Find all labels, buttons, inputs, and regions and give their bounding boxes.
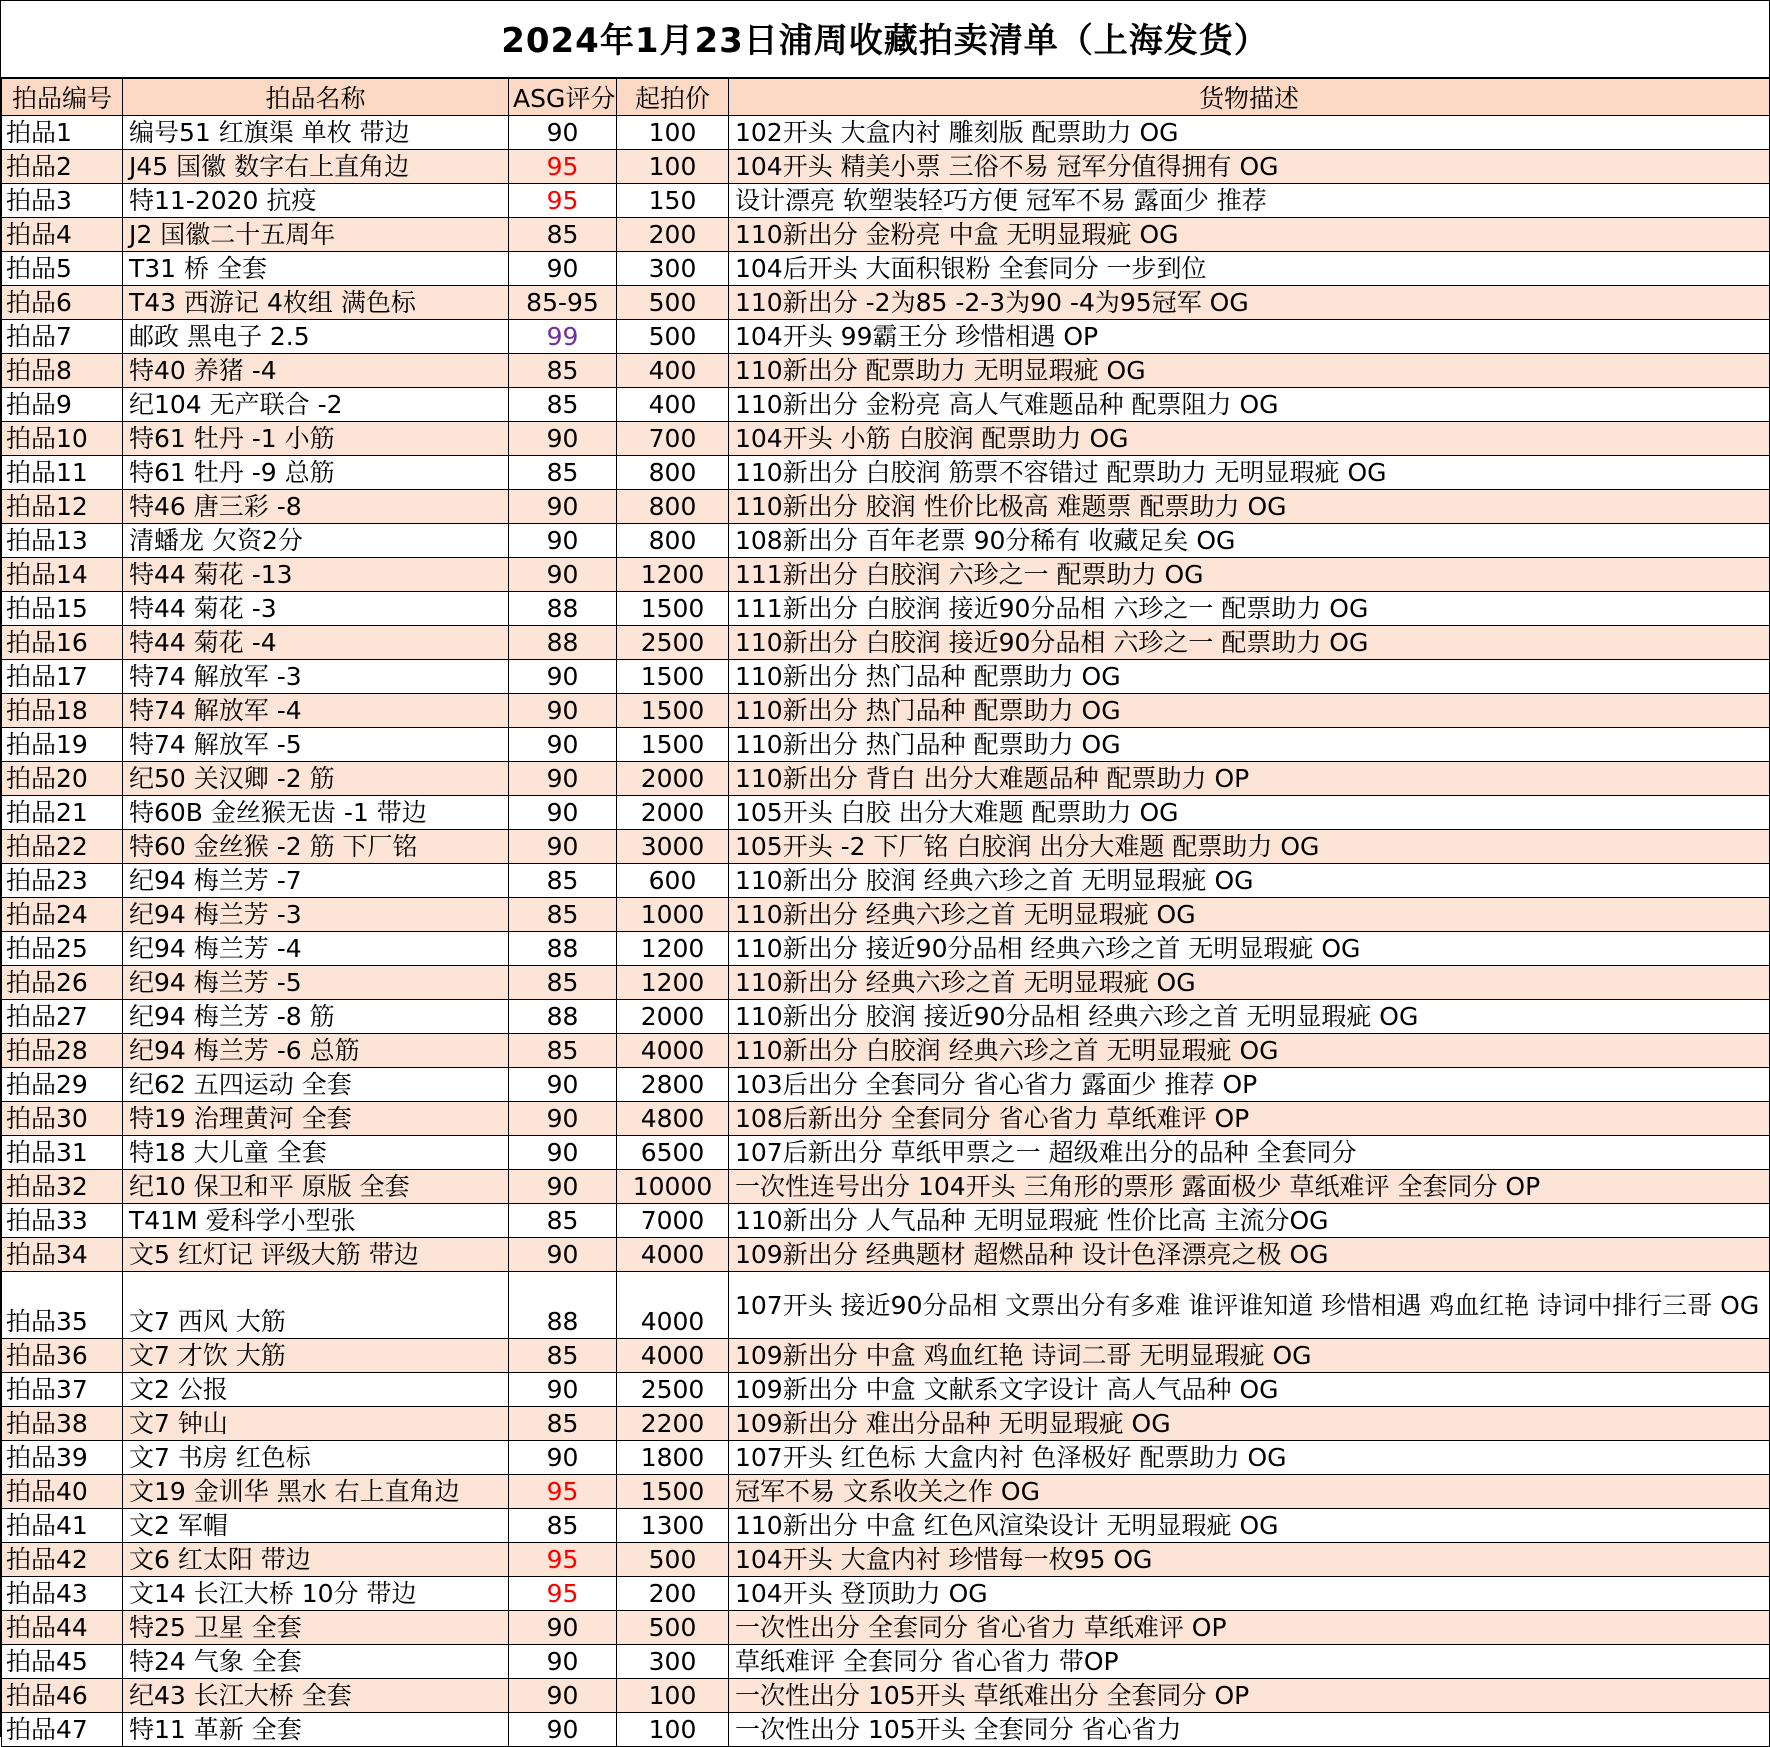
sheet-title: 2024年1月23日浦周收藏拍卖清单（上海发货） — [1, 1, 1769, 78]
cell-price: 1800 — [617, 1441, 729, 1475]
cell-id: 拍品37 — [2, 1373, 123, 1407]
cell-name: 文7 西风 大筋 — [123, 1272, 509, 1339]
cell-desc: 110新出分 白胶润 经典六珍之首 无明显瑕疵 OG — [729, 1034, 1770, 1068]
cell-price: 500 — [617, 286, 729, 320]
cell-desc: 110新出分 金粉亮 高人气难题品种 配票阻力 OG — [729, 388, 1770, 422]
cell-id: 拍品26 — [2, 966, 123, 1000]
cell-desc: 110新出分 胶润 性价比极高 难题票 配票助力 OG — [729, 490, 1770, 524]
cell-price: 500 — [617, 1543, 729, 1577]
cell-name: 特44 菊花 -4 — [123, 626, 509, 660]
cell-id: 拍品46 — [2, 1679, 123, 1713]
cell-price: 1300 — [617, 1509, 729, 1543]
cell-name: 文14 长江大桥 10分 带边 — [123, 1577, 509, 1611]
cell-desc: 110新出分 背白 出分大难题品种 配票助力 OP — [729, 762, 1770, 796]
header-row — [2, 79, 1770, 116]
cell-price: 1200 — [617, 966, 729, 1000]
cell-id: 拍品32 — [2, 1170, 123, 1204]
cell-name: 纪94 梅兰芳 -4 — [123, 932, 509, 966]
cell-id: 拍品41 — [2, 1509, 123, 1543]
cell-price: 1500 — [617, 660, 729, 694]
cell-price: 700 — [617, 422, 729, 456]
cell-desc: 108后新出分 全套同分 省心省力 草纸难评 OP — [729, 1102, 1770, 1136]
cell-name: 文6 红太阳 带边 — [123, 1543, 509, 1577]
table-row — [2, 1713, 1770, 1747]
cell-price: 1200 — [617, 558, 729, 592]
cell-price: 3000 — [617, 830, 729, 864]
cell-score: 95 — [509, 1577, 617, 1611]
table-row — [2, 1204, 1770, 1238]
table-row — [2, 150, 1770, 184]
cell-id: 拍品11 — [2, 456, 123, 490]
cell-score: 90 — [509, 1713, 617, 1747]
cell-name: 纪94 梅兰芳 -8 筋 — [123, 1000, 509, 1034]
cell-name: 邮政 黑电子 2.5 — [123, 320, 509, 354]
cell-id: 拍品44 — [2, 1611, 123, 1645]
header-id: 拍品编号 — [2, 79, 123, 116]
table-row — [2, 1441, 1770, 1475]
cell-price: 4800 — [617, 1102, 729, 1136]
cell-score: 90 — [509, 116, 617, 150]
cell-name: 特24 气象 全套 — [123, 1645, 509, 1679]
cell-price: 2000 — [617, 762, 729, 796]
cell-score: 85 — [509, 354, 617, 388]
cell-score: 90 — [509, 694, 617, 728]
cell-desc: 110新出分 白胶润 接近90分品相 六珍之一 配票助力 OG — [729, 626, 1770, 660]
cell-score: 90 — [509, 1170, 617, 1204]
cell-score: 85 — [509, 1509, 617, 1543]
cell-desc: 111新出分 白胶润 接近90分品相 六珍之一 配票助力 OG — [729, 592, 1770, 626]
cell-id: 拍品24 — [2, 898, 123, 932]
cell-id: 拍品22 — [2, 830, 123, 864]
cell-score: 85 — [509, 1204, 617, 1238]
cell-name: 特74 解放军 -4 — [123, 694, 509, 728]
cell-name: 特61 牡丹 -9 总筋 — [123, 456, 509, 490]
cell-score: 95 — [509, 184, 617, 218]
cell-id: 拍品29 — [2, 1068, 123, 1102]
table-row — [2, 1509, 1770, 1543]
table-row — [2, 1543, 1770, 1577]
cell-name: 纪94 梅兰芳 -5 — [123, 966, 509, 1000]
cell-price: 7000 — [617, 1204, 729, 1238]
cell-score: 85-95 — [509, 286, 617, 320]
cell-price: 400 — [617, 388, 729, 422]
cell-id: 拍品33 — [2, 1204, 123, 1238]
cell-name: 纪50 关汉卿 -2 筋 — [123, 762, 509, 796]
cell-id: 拍品4 — [2, 218, 123, 252]
table-row — [2, 354, 1770, 388]
cell-price: 100 — [617, 1679, 729, 1713]
table-row — [2, 1611, 1770, 1645]
cell-desc: 109新出分 难出分品种 无明显瑕疵 OG — [729, 1407, 1770, 1441]
cell-score: 90 — [509, 796, 617, 830]
header-desc: 货物描述 — [729, 79, 1770, 116]
cell-id: 拍品2 — [2, 150, 123, 184]
cell-name: 纪94 梅兰芳 -7 — [123, 864, 509, 898]
table-row — [2, 218, 1770, 252]
cell-name: 纪94 梅兰芳 -3 — [123, 898, 509, 932]
cell-name: 特46 唐三彩 -8 — [123, 490, 509, 524]
cell-desc: 104开头 登顶助力 OG — [729, 1577, 1770, 1611]
cell-name: 特25 卫星 全套 — [123, 1611, 509, 1645]
table-row — [2, 1034, 1770, 1068]
cell-id: 拍品15 — [2, 592, 123, 626]
cell-name: J45 国徽 数字右上直角边 — [123, 150, 509, 184]
cell-desc: 110新出分 胶润 经典六珍之首 无明显瑕疵 OG — [729, 864, 1770, 898]
cell-name: 清蟠龙 欠资2分 — [123, 524, 509, 558]
cell-name: 文5 红灯记 评级大筋 带边 — [123, 1238, 509, 1272]
table-row — [2, 320, 1770, 354]
table-row — [2, 898, 1770, 932]
cell-score: 88 — [509, 1272, 617, 1339]
cell-price: 400 — [617, 354, 729, 388]
cell-id: 拍品36 — [2, 1339, 123, 1373]
cell-price: 800 — [617, 456, 729, 490]
cell-score: 90 — [509, 1679, 617, 1713]
cell-score: 90 — [509, 1238, 617, 1272]
cell-name: 纪10 保卫和平 原版 全套 — [123, 1170, 509, 1204]
cell-id: 拍品23 — [2, 864, 123, 898]
table-row — [2, 1679, 1770, 1713]
cell-id: 拍品20 — [2, 762, 123, 796]
cell-price: 4000 — [617, 1238, 729, 1272]
cell-id: 拍品30 — [2, 1102, 123, 1136]
header-price: 起拍价 — [617, 79, 729, 116]
cell-price: 100 — [617, 1713, 729, 1747]
table-row — [2, 1136, 1770, 1170]
cell-id: 拍品1 — [2, 116, 123, 150]
cell-id: 拍品13 — [2, 524, 123, 558]
table-row — [2, 184, 1770, 218]
table-row — [2, 456, 1770, 490]
cell-name: 文7 才饮 大筋 — [123, 1339, 509, 1373]
cell-price: 10000 — [617, 1170, 729, 1204]
cell-desc: 一次性出分 105开头 草纸难出分 全套同分 OP — [729, 1679, 1770, 1713]
cell-score: 90 — [509, 660, 617, 694]
cell-score: 90 — [509, 1102, 617, 1136]
cell-name: T41M 爱科学小型张 — [123, 1204, 509, 1238]
cell-price: 2000 — [617, 796, 729, 830]
cell-desc: 110新出分 白胶润 筋票不容错过 配票助力 无明显瑕疵 OG — [729, 456, 1770, 490]
cell-name: 特11-2020 抗疫 — [123, 184, 509, 218]
cell-score: 90 — [509, 1611, 617, 1645]
cell-name: J2 国徽二十五周年 — [123, 218, 509, 252]
cell-desc: 104后开头 大面积银粉 全套同分 一步到位 — [729, 252, 1770, 286]
cell-name: 特19 治理黄河 全套 — [123, 1102, 509, 1136]
cell-score: 95 — [509, 1475, 617, 1509]
cell-desc: 110新出分 中盒 红色风渲染设计 无明显瑕疵 OG — [729, 1509, 1770, 1543]
table-row — [2, 116, 1770, 150]
cell-id: 拍品9 — [2, 388, 123, 422]
cell-price: 2500 — [617, 1373, 729, 1407]
cell-price: 1500 — [617, 592, 729, 626]
cell-score: 90 — [509, 1068, 617, 1102]
table-row — [2, 1645, 1770, 1679]
cell-price: 2200 — [617, 1407, 729, 1441]
cell-price: 2500 — [617, 626, 729, 660]
cell-desc: 110新出分 经典六珍之首 无明显瑕疵 OG — [729, 966, 1770, 1000]
table-row — [2, 388, 1770, 422]
cell-score: 85 — [509, 388, 617, 422]
cell-name: 特44 菊花 -13 — [123, 558, 509, 592]
table-row — [2, 932, 1770, 966]
cell-price: 1500 — [617, 728, 729, 762]
cell-desc: 设计漂亮 软塑装轻巧方便 冠军不易 露面少 推荐 — [729, 184, 1770, 218]
cell-price: 150 — [617, 184, 729, 218]
cell-price: 500 — [617, 320, 729, 354]
table-row — [2, 1068, 1770, 1102]
table-row — [2, 1475, 1770, 1509]
cell-id: 拍品10 — [2, 422, 123, 456]
table-row — [2, 1102, 1770, 1136]
cell-score: 90 — [509, 252, 617, 286]
cell-id: 拍品39 — [2, 1441, 123, 1475]
cell-name: 特60B 金丝猴无齿 -1 带边 — [123, 796, 509, 830]
cell-desc: 111新出分 白胶润 六珍之一 配票助力 OG — [729, 558, 1770, 592]
cell-desc: 104开头 精美小票 三俗不易 冠军分值得拥有 OG — [729, 150, 1770, 184]
cell-id: 拍品17 — [2, 660, 123, 694]
cell-desc: 102开头 大盒内衬 雕刻版 配票助力 OG — [729, 116, 1770, 150]
cell-id: 拍品18 — [2, 694, 123, 728]
cell-price: 6500 — [617, 1136, 729, 1170]
cell-name: 纪104 无产联合 -2 — [123, 388, 509, 422]
cell-desc: 109新出分 经典题材 超燃品种 设计色泽漂亮之极 OG — [729, 1238, 1770, 1272]
cell-name: 特60 金丝猴 -2 筋 下厂铭 — [123, 830, 509, 864]
cell-score: 85 — [509, 1034, 617, 1068]
cell-name: 特11 革新 全套 — [123, 1713, 509, 1747]
cell-desc: 107开头 红色标 大盒内衬 色泽极好 配票助力 OG — [729, 1441, 1770, 1475]
cell-score: 85 — [509, 864, 617, 898]
cell-desc: 103后出分 全套同分 省心省力 露面少 推荐 OP — [729, 1068, 1770, 1102]
cell-desc: 110新出分 热门品种 配票助力 OG — [729, 694, 1770, 728]
table-row — [2, 422, 1770, 456]
table-row — [2, 660, 1770, 694]
cell-name: 文2 军帽 — [123, 1509, 509, 1543]
cell-id: 拍品8 — [2, 354, 123, 388]
table-row — [2, 1339, 1770, 1373]
table-row — [2, 1373, 1770, 1407]
cell-desc: 107开头 接近90分品相 文票出分有多难 谁评谁知道 珍惜相遇 鸡血红艳 诗词中排行三哥 OG — [729, 1272, 1770, 1339]
cell-score: 90 — [509, 728, 617, 762]
cell-price: 300 — [617, 1645, 729, 1679]
cell-id: 拍品5 — [2, 252, 123, 286]
cell-price: 300 — [617, 252, 729, 286]
cell-score: 85 — [509, 1339, 617, 1373]
cell-desc: 110新出分 热门品种 配票助力 OG — [729, 728, 1770, 762]
cell-desc: 一次性出分 105开头 全套同分 省心省力 — [729, 1713, 1770, 1747]
cell-score: 95 — [509, 150, 617, 184]
cell-id: 拍品40 — [2, 1475, 123, 1509]
cell-id: 拍品43 — [2, 1577, 123, 1611]
cell-desc: 104开头 小筋 白胶润 配票助力 OG — [729, 422, 1770, 456]
cell-name: 特74 解放军 -3 — [123, 660, 509, 694]
cell-score: 90 — [509, 830, 617, 864]
table-row — [2, 1407, 1770, 1441]
cell-price: 4000 — [617, 1272, 729, 1339]
cell-score: 99 — [509, 320, 617, 354]
cell-score: 85 — [509, 456, 617, 490]
cell-name: 纪94 梅兰芳 -6 总筋 — [123, 1034, 509, 1068]
cell-id: 拍品16 — [2, 626, 123, 660]
auction-table — [1, 78, 1770, 1747]
cell-desc: 110新出分 -2为85 -2-3为90 -4为95冠军 OG — [729, 286, 1770, 320]
cell-name: 特18 大儿童 全套 — [123, 1136, 509, 1170]
cell-desc: 一次性连号出分 104开头 三角形的票形 露面极少 草纸难评 全套同分 OP — [729, 1170, 1770, 1204]
table-row — [2, 490, 1770, 524]
cell-price: 1500 — [617, 1475, 729, 1509]
cell-score: 90 — [509, 1441, 617, 1475]
table-row — [2, 762, 1770, 796]
cell-name: 文2 公报 — [123, 1373, 509, 1407]
cell-score: 85 — [509, 898, 617, 932]
table-body — [2, 116, 1770, 1747]
cell-id: 拍品34 — [2, 1238, 123, 1272]
cell-desc: 105开头 白胶 出分大难题 配票助力 OG — [729, 796, 1770, 830]
cell-price: 2800 — [617, 1068, 729, 1102]
cell-name: 特61 牡丹 -1 小筋 — [123, 422, 509, 456]
cell-name: 特74 解放军 -5 — [123, 728, 509, 762]
cell-price: 200 — [617, 1577, 729, 1611]
cell-id: 拍品28 — [2, 1034, 123, 1068]
cell-id: 拍品3 — [2, 184, 123, 218]
cell-price: 4000 — [617, 1339, 729, 1373]
cell-price: 800 — [617, 524, 729, 558]
cell-score: 88 — [509, 592, 617, 626]
table-row — [2, 1272, 1770, 1339]
cell-id: 拍品47 — [2, 1713, 123, 1747]
cell-id: 拍品6 — [2, 286, 123, 320]
table-row — [2, 1577, 1770, 1611]
cell-name: T43 西游记 4枚组 满色标 — [123, 286, 509, 320]
cell-name: 特40 养猪 -4 — [123, 354, 509, 388]
table-row — [2, 966, 1770, 1000]
cell-desc: 110新出分 胶润 接近90分品相 经典六珍之首 无明显瑕疵 OG — [729, 1000, 1770, 1034]
cell-desc: 110新出分 金粉亮 中盒 无明显瑕疵 OG — [729, 218, 1770, 252]
table-row — [2, 830, 1770, 864]
table-row — [2, 524, 1770, 558]
table-row — [2, 252, 1770, 286]
cell-id: 拍品19 — [2, 728, 123, 762]
cell-id: 拍品14 — [2, 558, 123, 592]
cell-price: 1500 — [617, 694, 729, 728]
cell-desc: 110新出分 接近90分品相 经典六珍之首 无明显瑕疵 OG — [729, 932, 1770, 966]
table-row — [2, 728, 1770, 762]
cell-name: 纪43 长江大桥 全套 — [123, 1679, 509, 1713]
cell-desc: 草纸难评 全套同分 省心省力 带OP — [729, 1645, 1770, 1679]
cell-id: 拍品25 — [2, 932, 123, 966]
cell-desc: 109新出分 中盒 鸡血红艳 诗词二哥 无明显瑕疵 OG — [729, 1339, 1770, 1373]
cell-score: 90 — [509, 422, 617, 456]
cell-price: 200 — [617, 218, 729, 252]
cell-id: 拍品42 — [2, 1543, 123, 1577]
cell-score: 90 — [509, 762, 617, 796]
table-row — [2, 286, 1770, 320]
cell-score: 88 — [509, 626, 617, 660]
table-row — [2, 694, 1770, 728]
cell-desc: 105开头 -2 下厂铭 白胶润 出分大难题 配票助力 OG — [729, 830, 1770, 864]
cell-desc: 104开头 99霸王分 珍惜相遇 OP — [729, 320, 1770, 354]
cell-price: 800 — [617, 490, 729, 524]
cell-price: 2000 — [617, 1000, 729, 1034]
table-row — [2, 796, 1770, 830]
cell-desc: 109新出分 中盒 文献系文字设计 高人气品种 OG — [729, 1373, 1770, 1407]
cell-score: 85 — [509, 1407, 617, 1441]
cell-desc: 一次性出分 全套同分 省心省力 草纸难评 OP — [729, 1611, 1770, 1645]
cell-id: 拍品31 — [2, 1136, 123, 1170]
cell-price: 4000 — [617, 1034, 729, 1068]
cell-desc: 110新出分 配票助力 无明显瑕疵 OG — [729, 354, 1770, 388]
table-row — [2, 1000, 1770, 1034]
cell-score: 90 — [509, 1373, 617, 1407]
cell-price: 500 — [617, 1611, 729, 1645]
table-row — [2, 1238, 1770, 1272]
cell-name: T31 桥 全套 — [123, 252, 509, 286]
cell-id: 拍品12 — [2, 490, 123, 524]
cell-id: 拍品21 — [2, 796, 123, 830]
cell-score: 88 — [509, 1000, 617, 1034]
cell-id: 拍品27 — [2, 1000, 123, 1034]
cell-desc: 104开头 大盒内衬 珍惜每一枚95 OG — [729, 1543, 1770, 1577]
cell-id: 拍品35 — [2, 1272, 123, 1339]
cell-name: 编号51 红旗渠 单枚 带边 — [123, 116, 509, 150]
cell-score: 90 — [509, 1645, 617, 1679]
cell-score: 85 — [509, 218, 617, 252]
cell-score: 95 — [509, 1543, 617, 1577]
cell-price: 100 — [617, 150, 729, 184]
cell-score: 90 — [509, 524, 617, 558]
cell-name: 纪62 五四运动 全套 — [123, 1068, 509, 1102]
header-score: ASG评分 — [509, 79, 617, 116]
cell-name: 文7 钟山 — [123, 1407, 509, 1441]
table-row — [2, 626, 1770, 660]
cell-name: 文19 金训华 黑水 右上直角边 — [123, 1475, 509, 1509]
cell-price: 600 — [617, 864, 729, 898]
table-row — [2, 558, 1770, 592]
cell-desc: 冠军不易 文系收关之作 OG — [729, 1475, 1770, 1509]
cell-desc: 110新出分 人气品种 无明显瑕疵 性价比高 主流分OG — [729, 1204, 1770, 1238]
cell-id: 拍品38 — [2, 1407, 123, 1441]
cell-score: 85 — [509, 966, 617, 1000]
table-row — [2, 864, 1770, 898]
cell-id: 拍品45 — [2, 1645, 123, 1679]
cell-price: 1200 — [617, 932, 729, 966]
cell-price: 1000 — [617, 898, 729, 932]
cell-score: 90 — [509, 490, 617, 524]
cell-price: 100 — [617, 116, 729, 150]
cell-score: 90 — [509, 1136, 617, 1170]
header-name: 拍品名称 — [123, 79, 509, 116]
cell-desc: 107后新出分 草纸甲票之一 超级难出分的品种 全套同分 — [729, 1136, 1770, 1170]
cell-name: 特44 菊花 -3 — [123, 592, 509, 626]
cell-id: 拍品7 — [2, 320, 123, 354]
cell-desc: 108新出分 百年老票 90分稀有 收藏足矣 OG — [729, 524, 1770, 558]
cell-score: 88 — [509, 932, 617, 966]
cell-desc: 110新出分 热门品种 配票助力 OG — [729, 660, 1770, 694]
cell-score: 90 — [509, 558, 617, 592]
table-row — [2, 592, 1770, 626]
cell-desc: 110新出分 经典六珍之首 无明显瑕疵 OG — [729, 898, 1770, 932]
cell-name: 文7 书房 红色标 — [123, 1441, 509, 1475]
table-row — [2, 1170, 1770, 1204]
